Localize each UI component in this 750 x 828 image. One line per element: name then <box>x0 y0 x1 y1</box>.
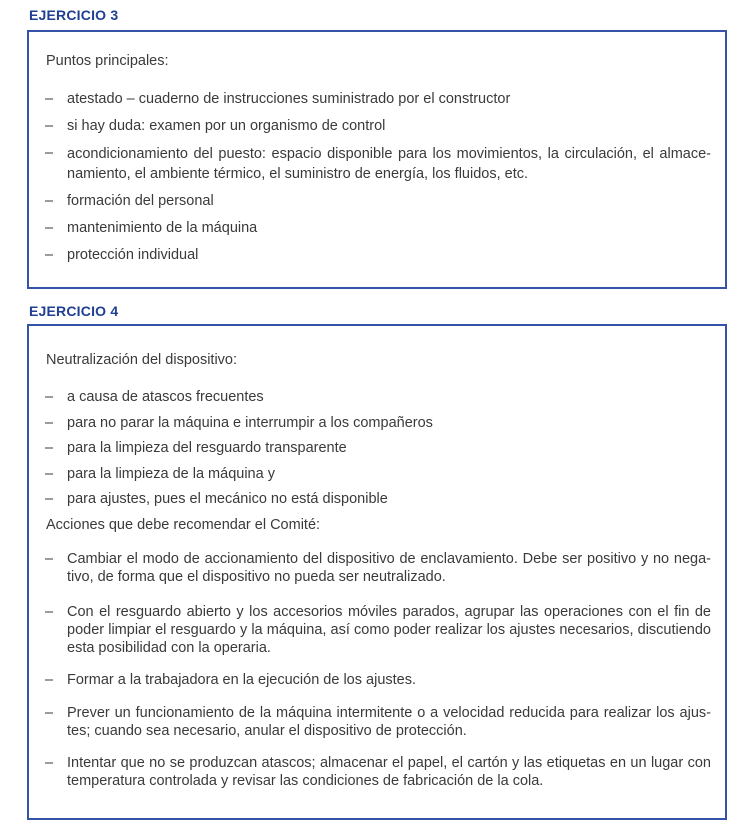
list-item: – mantenimiento de la máquina <box>45 220 258 236</box>
dash-bullet: – <box>45 705 54 721</box>
list-item: – a causa de atascos frecuentes <box>45 389 264 405</box>
list-item: – atestado – cuaderno de instrucciones suministrado por el constructor <box>45 91 511 107</box>
list-item: – formación del personal <box>45 193 214 209</box>
ejercicio-4-intro: Neutralización del dispositivo: <box>46 352 238 368</box>
dash-bullet: – <box>45 220 54 236</box>
dash-bullet: – <box>45 466 54 482</box>
dash-bullet: – <box>45 118 54 134</box>
list-item: – si hay duda: examen por un organismo de control <box>45 118 386 134</box>
dash-bullet: – <box>45 247 54 263</box>
dash-bullet: – <box>45 604 54 620</box>
list-item: – acondicionamiento del puesto: espacio disponible para los movimientos, la circulación, el almace-namiento, el ambiente térmico, el suministro de energía, los fluidos, etc. <box>45 145 711 182</box>
list-item: – para ajustes, pues el mecánico no está disponible <box>45 491 388 507</box>
ejercicio-4-heading: EJERCICIO 4 <box>29 303 119 319</box>
dash-bullet: – <box>45 145 54 161</box>
list-item: – para la limpieza de la máquina y <box>45 466 275 482</box>
ejercicio-3-box <box>27 30 727 289</box>
list-item: – para la limpieza del resguardo transparente <box>45 440 347 456</box>
ejercicio-3-intro: Puntos principales: <box>46 53 169 69</box>
ejercicio-4-box <box>27 324 727 820</box>
dash-bullet: – <box>45 91 54 107</box>
acciones-intro: Acciones que debe recomendar el Comité: <box>46 517 321 533</box>
ejercicio-3-heading: EJERCICIO 3 <box>29 7 119 23</box>
dash-bullet: – <box>45 193 54 209</box>
list-item: – Formar a la trabajadora en la ejecución de los ajustes. <box>45 672 416 688</box>
list-item: – protección individual <box>45 247 199 263</box>
dash-bullet: – <box>45 672 54 688</box>
dash-bullet: – <box>45 491 54 507</box>
list-item: – para no parar la máquina e interrumpir a los compañeros <box>45 415 433 431</box>
dash-bullet: – <box>45 551 54 567</box>
dash-bullet: – <box>45 755 54 771</box>
dash-bullet: – <box>45 440 54 456</box>
list-item: – Cambiar el modo de accionamiento del dispositivo de enclavamiento. Debe ser positivo y no nega-tivo, de forma que el dispositivo no pueda ser neutralizado. <box>45 551 711 585</box>
dash-bullet: – <box>45 415 54 431</box>
list-item: – Intentar que no se produzcan atascos; almacenar el papel, el cartón y las etiquetas en un lugar con temperatura controlada y revisar las condiciones de fabricación de la cola. <box>45 755 711 789</box>
list-item: – Con el resguardo abierto y los accesorios móviles parados, agrupar las operaciones con el fin de poder limpiar el resguardo y la máquina, así como poder realizar los ajustes necesarios, discutiendo esta posibilidad con la operaria. <box>45 604 711 656</box>
dash-bullet: – <box>45 389 54 405</box>
list-item: – Prever un funcionamiento de la máquina intermitente o a velocidad reducida para realizar los ajus-tes; cuando sea necesario, anular el dispositivo de protección. <box>45 705 711 739</box>
